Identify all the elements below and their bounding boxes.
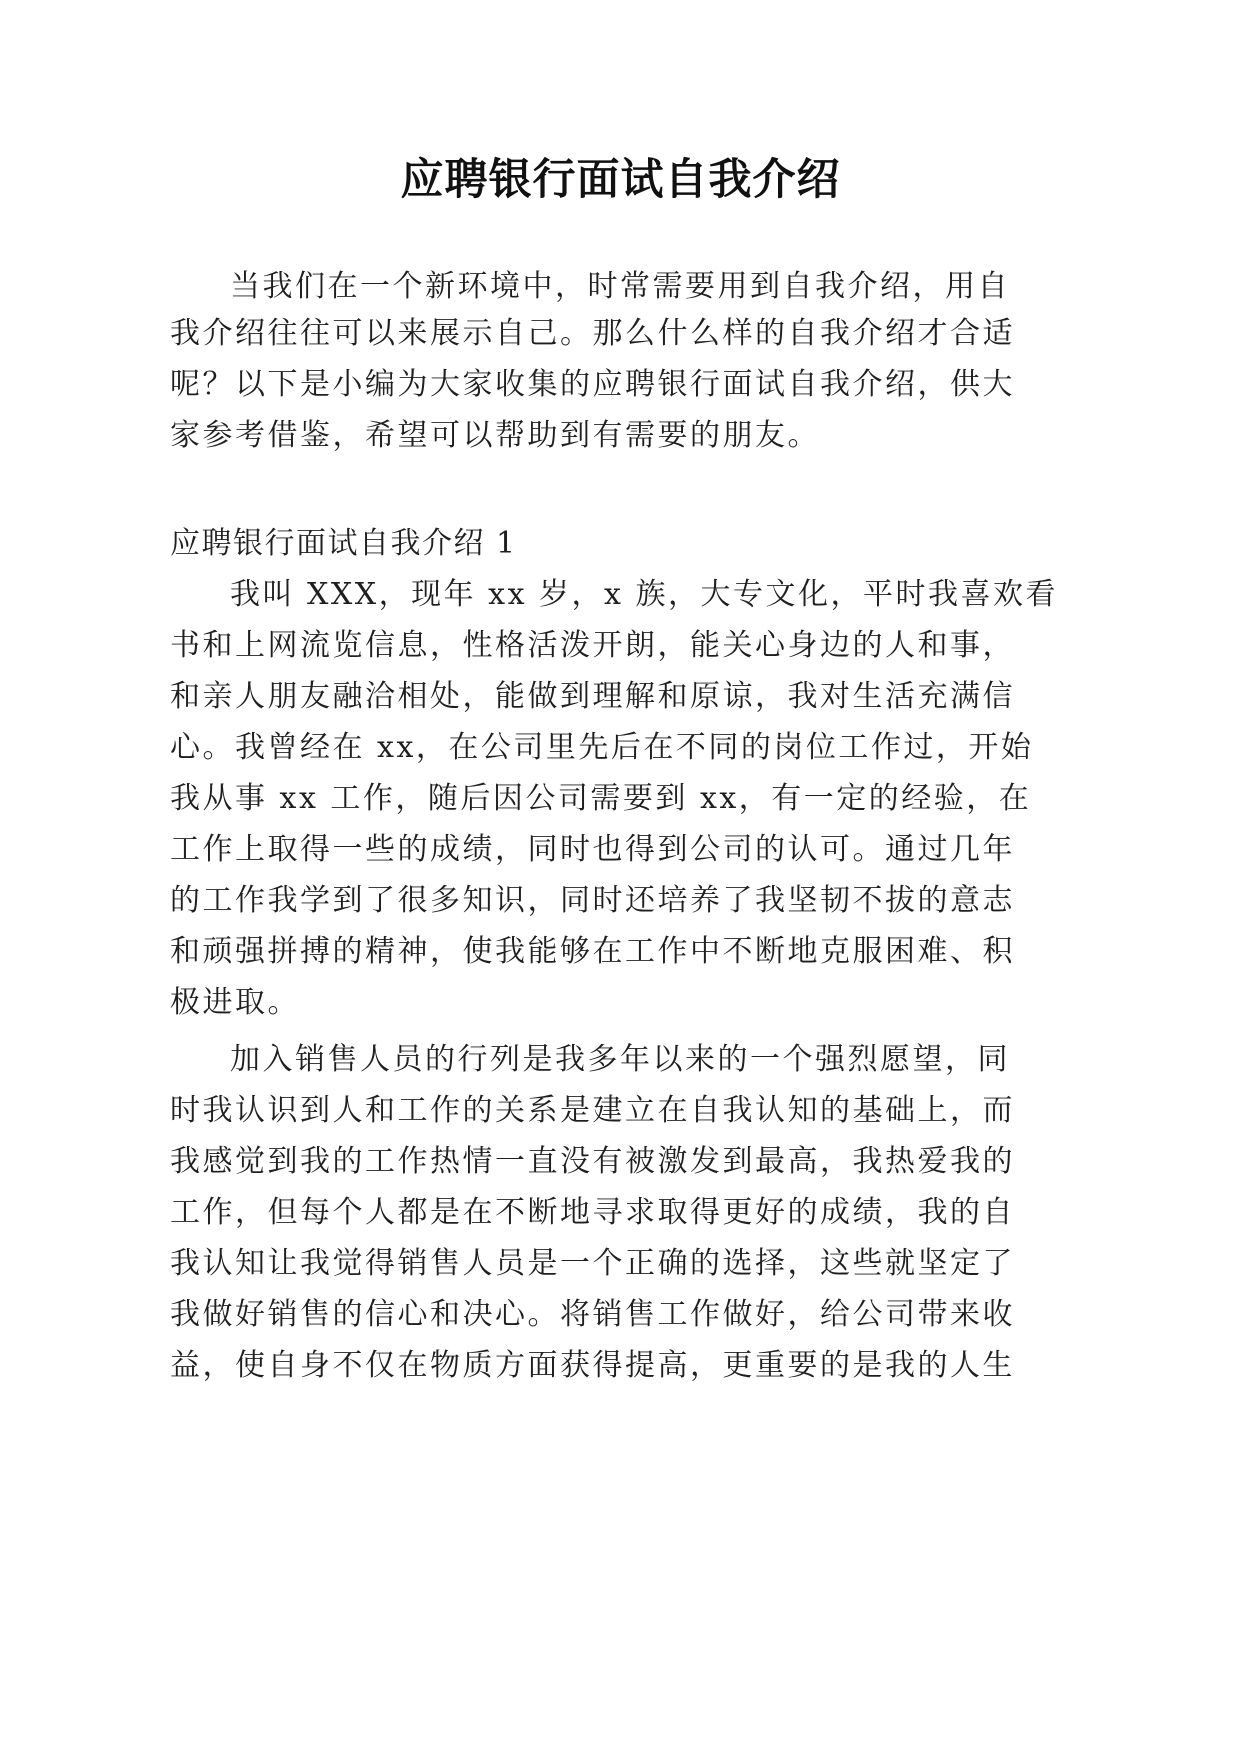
paragraph-line: 我做好销售的信心和决心。将销售工作做好，给公司带来收 — [170, 1297, 1015, 1332]
paragraph-line: 益，使自身不仅在物质方面获得提高，更重要的是我的人生 — [170, 1348, 1015, 1383]
paragraph-line: 我感觉到我的工作热情一直没有被激发到最高，我热爱我的 — [170, 1144, 1015, 1179]
paragraph-line: 和顽强拼搏的精神，使我能够在工作中不断地克服困难、积 — [170, 934, 1015, 969]
intro-line: 家参考借鉴，希望可以帮助到有需要的朋友。 — [170, 418, 820, 453]
intro-line: 我介绍往往可以来展示自己。那么什么样的自我介绍才合适 — [170, 316, 1015, 351]
paragraph-line: 工作上取得一些的成绩，同时也得到公司的认可。通过几年 — [170, 832, 1015, 867]
paragraph-line: 我叫 XXX，现年 xx 岁，x 族，大专文化，平时我喜欢看 — [230, 577, 1058, 612]
paragraph-line: 工作，但每个人都是在不断地寻求取得更好的成绩，我的自 — [170, 1195, 1015, 1230]
paragraph-line: 心。我曾经在 xx，在公司里先后在不同的岗位工作过，开始 — [170, 730, 1034, 765]
paragraph-line: 书和上网流览信息，性格活泼开朗，能关心身边的人和事， — [170, 628, 1015, 663]
paragraph-line: 和亲人朋友融洽相处，能做到理解和原谅，我对生活充满信 — [170, 679, 1015, 714]
paragraph-line: 的工作我学到了很多知识，同时还培养了我坚韧不拔的意志 — [170, 883, 1015, 918]
paragraph-line: 我认知让我觉得销售人员是一个正确的选择，这些就坚定了 — [170, 1246, 1015, 1281]
paragraph-line: 极进取。 — [170, 985, 300, 1020]
paragraph-line: 时我认识到人和工作的关系是建立在自我认知的基础上，而 — [170, 1093, 1015, 1128]
paragraph-line: 加入销售人员的行列是我多年以来的一个强烈愿望，同 — [230, 1042, 1010, 1077]
intro-line: 当我们在一个新环境中，时常需要用到自我介绍，用自 — [230, 269, 1010, 304]
section-heading: 应聘银行面试自我介绍 1 — [170, 526, 517, 561]
intro-line: 呢？以下是小编为大家收集的应聘银行面试自我介绍，供大 — [170, 367, 1015, 402]
document-title: 应聘银行面试自我介绍 — [400, 155, 841, 205]
paragraph-line: 我从事 xx 工作，随后因公司需要到 xx，有一定的经验，在 — [170, 781, 1032, 816]
